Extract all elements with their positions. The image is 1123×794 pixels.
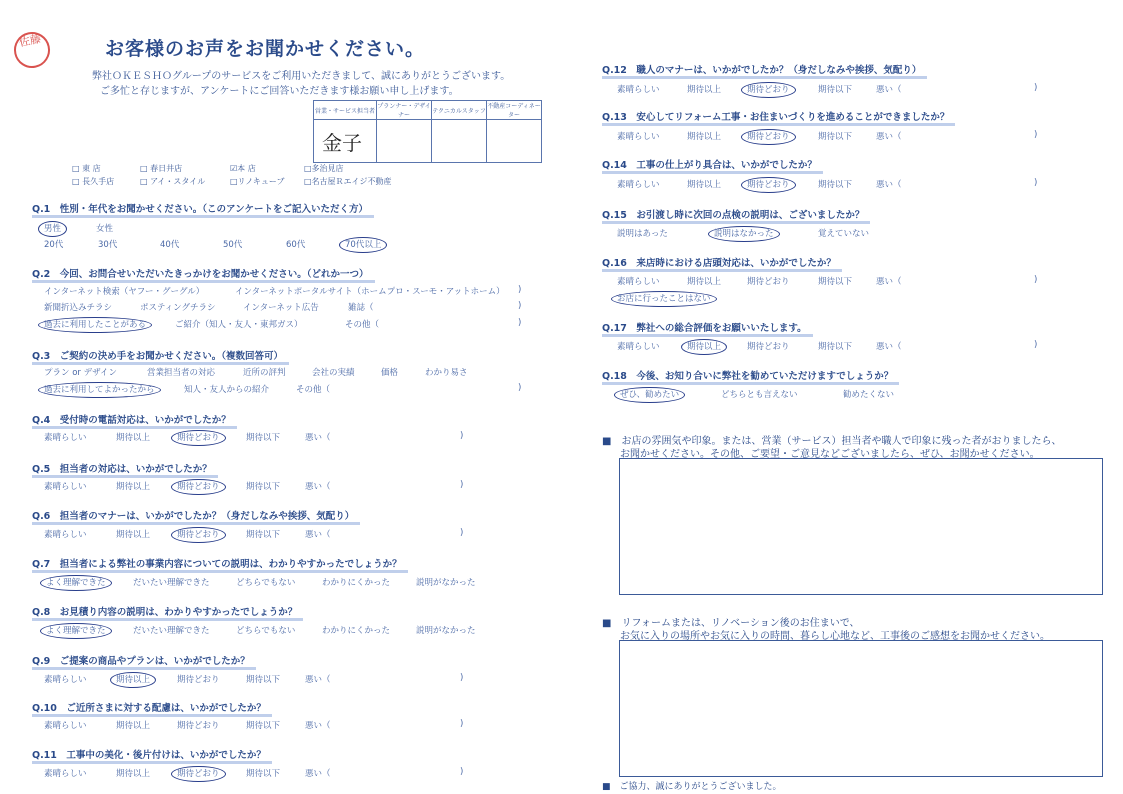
option-circled[interactable]: 期待どおり bbox=[177, 480, 220, 492]
intro-line-2: ご多忙と存じますが、アンケートにご回答いただきます様お願い申し上げます。 bbox=[100, 86, 459, 97]
option[interactable]: インターネット検索（ヤフー・グーグル） bbox=[44, 287, 205, 297]
option[interactable]: 40代 bbox=[160, 240, 180, 250]
option[interactable]: 悪い（ bbox=[876, 277, 902, 287]
option-close: ) bbox=[1034, 178, 1038, 188]
question-2: Q.2 今回、お問合せいただいたきっかけをお聞かせください。（どれか一つ） bbox=[32, 266, 369, 280]
option[interactable]: 期待どおり bbox=[747, 342, 790, 352]
option[interactable]: どちらとも言えない bbox=[721, 390, 798, 400]
option-circled[interactable]: 期待どおり bbox=[747, 130, 790, 142]
option[interactable]: 期待以下 bbox=[246, 433, 281, 443]
option[interactable]: ご紹介（知人・友人・東邦ガス） bbox=[175, 320, 303, 330]
option[interactable]: 期待どおり bbox=[177, 675, 220, 685]
question-16: Q.16 来店時における店頭対応は、いかがでしたか？ bbox=[602, 255, 836, 269]
option[interactable]: 雑誌（ bbox=[348, 303, 374, 313]
option[interactable]: 悪い（ bbox=[876, 85, 902, 95]
name-stamp: 佐藤 bbox=[11, 29, 54, 72]
option[interactable]: 会社の実績 bbox=[312, 368, 355, 378]
option[interactable]: 期待以下 bbox=[818, 85, 853, 95]
option-close: ) bbox=[460, 719, 464, 729]
option[interactable]: 説明がなかった bbox=[416, 626, 476, 636]
intro-line-1: 弊社ＯＫＥＳＨＯグループのサービスをご利用いただきまして、誠にありがとうございます。 bbox=[92, 71, 511, 82]
option[interactable]: 期待以下 bbox=[818, 342, 853, 352]
question-10: Q.10 ご近所さまに対する配慮は、いかがでしたか？ bbox=[32, 700, 266, 714]
shop-checkbox[interactable]: □ 春日井店 bbox=[140, 164, 183, 173]
option[interactable]: 期待以下 bbox=[246, 482, 281, 492]
option-circled[interactable]: 期待どおり bbox=[177, 767, 220, 779]
option[interactable]: 素晴らしい bbox=[44, 433, 87, 443]
question-17: Q.17 弊社への総合評価をお願いいたします。 bbox=[602, 320, 807, 334]
free-comment-2-heading: お気に入りの場所やお気に入りの時間、暮らし心地など、工事後のご感想をお聞かせください。 bbox=[620, 631, 1050, 642]
question-3: Q.3 ご契約の決め手をお聞かせください。（複数回答可） bbox=[32, 348, 283, 362]
option[interactable]: 期待以上 bbox=[116, 721, 151, 731]
free-comment-1-heading: お聞かせください。その他、ご要望・ご意見などございましたら、ぜひ、お聞かせください。 bbox=[620, 449, 1040, 460]
option[interactable]: 期待以下 bbox=[818, 132, 853, 142]
option[interactable]: どちらでもない bbox=[236, 626, 296, 636]
option-close: ) bbox=[460, 767, 464, 777]
option-circled[interactable]: 過去に利用してよかったから bbox=[44, 383, 155, 395]
staff-header: テクニカルスタッフ bbox=[432, 101, 487, 120]
option[interactable]: 期待以下 bbox=[246, 530, 281, 540]
option[interactable]: 説明はあった bbox=[617, 229, 668, 239]
shop-checkbox[interactable]: □名古屋Ｒエイジ不動産 bbox=[304, 177, 392, 186]
staff-table bbox=[313, 100, 542, 163]
question-18: Q.18 今後、お知り合いに弊社を勧めていただけますでしょうか？ bbox=[602, 368, 893, 382]
option[interactable]: だいたい理解できた bbox=[133, 626, 210, 636]
option-circled[interactable]: 期待どおり bbox=[177, 528, 220, 540]
option[interactable]: 素晴らしい bbox=[44, 675, 87, 685]
question-8: Q.8 お見積り内容の説明は、わかりやすかったでしょうか？ bbox=[32, 604, 297, 618]
option[interactable]: 近所の評判 bbox=[243, 368, 286, 378]
shop-checkbox[interactable]: ☑本 店 bbox=[230, 164, 256, 173]
staff-cell[interactable] bbox=[487, 120, 542, 163]
option[interactable]: 素晴らしい bbox=[44, 769, 87, 779]
option[interactable]: 価格 bbox=[381, 368, 399, 378]
option-circled[interactable]: 期待どおり bbox=[747, 83, 790, 95]
option[interactable]: 期待以下 bbox=[246, 721, 281, 731]
shop-checkbox[interactable]: □多治見店 bbox=[304, 164, 344, 173]
option-close: ) bbox=[1034, 340, 1038, 350]
option[interactable]: 50代 bbox=[223, 240, 243, 250]
option[interactable]: 素晴らしい bbox=[44, 482, 87, 492]
free-comment-2-heading: ■ リフォームまたは、リノベーション後のお住まいで、 bbox=[602, 618, 860, 629]
option-circled[interactable]: よく理解できた bbox=[46, 624, 106, 636]
option[interactable]: 期待以下 bbox=[246, 675, 281, 685]
shop-checkbox[interactable]: □ 長久手店 bbox=[72, 177, 115, 186]
option[interactable]: 悪い（ bbox=[305, 769, 331, 779]
staff-cell[interactable] bbox=[432, 120, 487, 163]
question-9: Q.9 ご提案の商品やプランは、いかがでしたか？ bbox=[32, 653, 250, 667]
option[interactable]: どちらでもない bbox=[236, 578, 296, 588]
option[interactable]: 期待以上 bbox=[116, 433, 151, 443]
question-4: Q.4 受付時の電話対応は、いかがでしたか？ bbox=[32, 412, 231, 426]
option[interactable]: 30代 bbox=[98, 240, 118, 250]
option[interactable]: 期待以下 bbox=[246, 769, 281, 779]
question-5: Q.5 担当者の対応は、いかがでしたか？ bbox=[32, 461, 212, 475]
question-12: Q.12 職人のマナーは、いかがでしたか？（身だしなみや挨拶、気配り） bbox=[602, 62, 921, 76]
option[interactable]: 素晴らしい bbox=[617, 180, 660, 190]
option[interactable]: 悪い（ bbox=[305, 675, 331, 685]
option-close: ) bbox=[460, 528, 464, 538]
question-15: Q.15 お引渡し時に次回の点検の説明は、ございましたか？ bbox=[602, 207, 864, 221]
option[interactable]: 期待以上 bbox=[687, 85, 722, 95]
shop-checkbox[interactable]: □ アイ・スタイル bbox=[140, 177, 206, 186]
question-1: Q.1 性別・年代をお聞かせください。（このアンケートをご記入いただく方） bbox=[32, 201, 368, 215]
option[interactable]: 素晴らしい bbox=[617, 342, 660, 352]
option[interactable]: 60代 bbox=[286, 240, 306, 250]
option[interactable]: 悪い（ bbox=[305, 721, 331, 731]
option-close: ) bbox=[1034, 83, 1038, 93]
staff-cell[interactable] bbox=[377, 120, 432, 163]
option[interactable]: 素晴らしい bbox=[44, 530, 87, 540]
question-13: Q.13 安心してリフォーム工事・お住まいづくりを進めることができましたか？ bbox=[602, 109, 949, 123]
option[interactable]: 期待以上 bbox=[116, 482, 151, 492]
option[interactable]: 悪い（ bbox=[876, 132, 902, 142]
option[interactable]: 悪い（ bbox=[305, 482, 331, 492]
option[interactable]: わかり易さ bbox=[425, 368, 468, 378]
option[interactable]: 期待以上 bbox=[687, 180, 722, 190]
option[interactable]: 期待以上 bbox=[116, 530, 151, 540]
option-circled[interactable]: お店に行ったことはない bbox=[617, 292, 711, 304]
free-comment-2-box[interactable] bbox=[619, 640, 1103, 777]
option[interactable]: 営業担当者の対応 bbox=[147, 368, 216, 378]
option[interactable]: 素晴らしい bbox=[617, 132, 660, 142]
option[interactable]: 20代 bbox=[44, 240, 64, 250]
option[interactable]: 期待以下 bbox=[818, 180, 853, 190]
option[interactable]: 勧めたくない bbox=[843, 390, 895, 400]
option[interactable]: その他（ bbox=[296, 385, 331, 395]
option-circled[interactable]: 期待以上 bbox=[687, 340, 721, 352]
option-close: ) bbox=[460, 480, 464, 490]
option[interactable]: 期待どおり bbox=[177, 721, 220, 731]
option[interactable]: 期待以上 bbox=[116, 769, 151, 779]
option[interactable]: 期待以上 bbox=[687, 132, 722, 142]
option-circled[interactable]: 期待どおり bbox=[747, 178, 790, 190]
question-7: Q.7 担当者による弊社の事業内容についての説明は、わかりやすかったでしょうか？ bbox=[32, 556, 402, 570]
option-circled[interactable]: 過去に利用したことがある bbox=[44, 318, 146, 330]
option[interactable]: 説明がなかった bbox=[416, 578, 476, 588]
option-circled[interactable]: よく理解できた bbox=[46, 576, 106, 588]
staff-header: プランナー・デザイナー bbox=[377, 101, 432, 120]
option[interactable]: 期待どおり bbox=[747, 277, 790, 287]
staff-header: 営業・サービス担当者 bbox=[314, 101, 377, 120]
option-close: ) bbox=[518, 318, 522, 328]
option[interactable]: 悪い（ bbox=[305, 433, 331, 443]
option-close: ) bbox=[518, 383, 522, 393]
option[interactable]: 素晴らしい bbox=[617, 277, 660, 287]
option[interactable]: ポスティングチラシ bbox=[140, 303, 216, 313]
option[interactable]: インターネットポータルサイト（ホームプロ・スーモ・アットホーム） bbox=[235, 287, 505, 297]
option[interactable]: 素晴らしい bbox=[44, 721, 87, 731]
option[interactable]: 悪い（ bbox=[876, 180, 902, 190]
option[interactable]: インターネット広告 bbox=[243, 303, 319, 313]
option-circled[interactable]: 説明はなかった bbox=[714, 227, 774, 239]
option[interactable]: わかりにくかった bbox=[322, 626, 391, 636]
shop-checkbox[interactable]: □リノキューブ bbox=[230, 177, 285, 186]
option[interactable]: 悪い（ bbox=[876, 342, 902, 352]
option-close: ) bbox=[518, 285, 522, 295]
option[interactable]: 期待以下 bbox=[818, 277, 853, 287]
option-close: ) bbox=[518, 301, 522, 311]
option-circled[interactable]: 期待どおり bbox=[177, 431, 220, 443]
option[interactable]: 期待以上 bbox=[687, 277, 722, 287]
option[interactable]: プラン or デザイン bbox=[44, 368, 118, 378]
thanks-text: ■ ご協力、誠にありがとうございました。 bbox=[602, 782, 782, 792]
option[interactable]: その他（ bbox=[345, 320, 380, 330]
option-circled[interactable]: ぜひ、勧めたい bbox=[620, 388, 679, 400]
option-close: ) bbox=[1034, 275, 1038, 285]
option-close: ) bbox=[460, 431, 464, 441]
question-6: Q.6 担当者のマナーは、いかがでしたか？（身だしなみや挨拶、気配り） bbox=[32, 508, 354, 522]
option[interactable]: 新聞折込みチラシ bbox=[44, 303, 113, 313]
question-11: Q.11 工事中の美化・後片付けは、いかがでしたか？ bbox=[32, 747, 266, 761]
option[interactable]: 素晴らしい bbox=[617, 85, 660, 95]
option[interactable]: 知人・友人からの紹介 bbox=[184, 385, 270, 395]
option-close: ) bbox=[1034, 130, 1038, 140]
staff-header: 不動産コーディネーター bbox=[487, 101, 542, 120]
free-comment-1-heading: ■ お店の雰囲気や印象。または、営業（サービス）担当者や職人で印象に残った者がおりましたら、 bbox=[602, 436, 1062, 447]
option[interactable]: 女性 bbox=[96, 224, 114, 234]
staff-signature[interactable]: 金子 bbox=[314, 120, 377, 163]
question-14: Q.14 工事の仕上がり具合は、いかがでしたか？ bbox=[602, 157, 817, 171]
option-close: ) bbox=[460, 673, 464, 683]
option-circled[interactable]: 期待以上 bbox=[116, 673, 150, 685]
option[interactable]: 覚えていない bbox=[818, 229, 870, 239]
free-comment-1-box[interactable] bbox=[619, 458, 1103, 595]
shop-checkbox[interactable]: □ 東 店 bbox=[72, 164, 101, 173]
option[interactable]: だいたい理解できた bbox=[133, 578, 210, 588]
option-circled[interactable]: 70代以上 bbox=[345, 238, 381, 250]
option[interactable]: わかりにくかった bbox=[322, 578, 391, 588]
page-title: お客様のお声をお聞かせください。 bbox=[105, 38, 426, 60]
option-circled[interactable]: 男性 bbox=[44, 222, 61, 234]
option[interactable]: 悪い（ bbox=[305, 530, 331, 540]
